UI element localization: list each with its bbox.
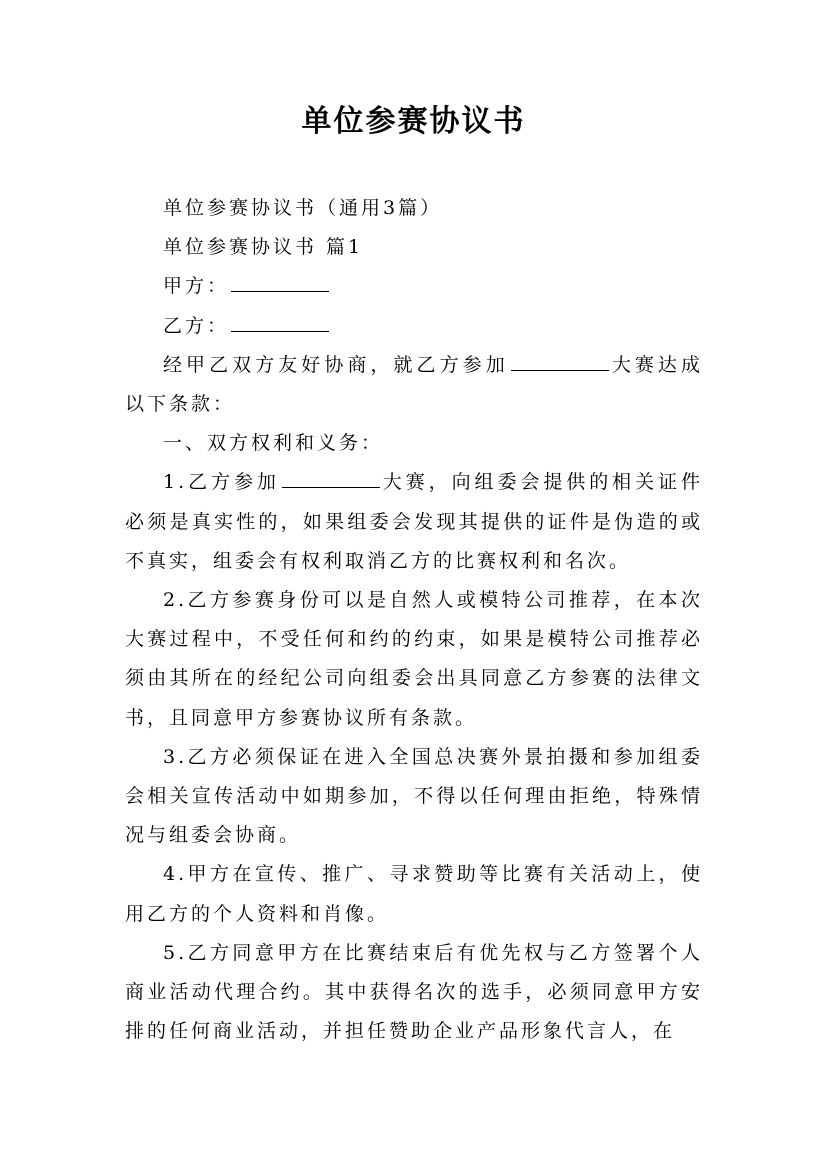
document-body	[125, 189, 703, 1051]
clause-4: 4.甲方在宣传、推广、寻求赞助等比赛有关活动上，使用乙方的个人资料和肖像。	[125, 863, 703, 925]
rights-heading: 一、双方权利和义务：	[163, 432, 384, 455]
clause-2: 2.乙方参赛身份可以是自然人或模特公司推荐，在本次大赛过程中，不受任何和约的约束，如果是模特公司推荐必须由其所在的经纪公司向组委会出具同意乙方参赛的法律文书，且同意甲方参赛协议所有条款。	[125, 589, 703, 729]
party-b-label: 乙方：	[163, 314, 230, 337]
clause-1-start: 1.乙方参加	[163, 471, 280, 494]
section-heading: 单位参赛协议书 篇1	[163, 236, 364, 259]
party-a-label: 甲方：	[163, 275, 230, 298]
clause-5: 5.乙方同意甲方在比赛结束后有优先权与乙方签署个人商业活动代理合约。其中获得名次的选手，必须同意甲方安排的任何商业活动，并担任赞助企业产品形象代言人，在	[125, 941, 703, 1043]
intro-text-start: 经甲乙双方友好协商，就乙方参加	[163, 353, 509, 376]
document-title: 单位参赛协议书	[301, 104, 526, 139]
clause-1	[125, 463, 703, 581]
clause-1-blank	[282, 469, 380, 488]
party-b-line	[125, 307, 703, 346]
clause-3: 3.乙方必须保证在进入全国总决赛外景拍摄和参加组委会相关宣传活动中如期参加，不得以任何理由拒绝，特殊情况与组委会协商。	[125, 745, 703, 847]
intro-paragraph	[125, 346, 703, 424]
party-a-line	[125, 267, 703, 306]
contest-name-blank	[511, 352, 609, 371]
party-b-blank	[231, 313, 329, 332]
document-subtitle: 单位参赛协议书（通用3篇）	[163, 197, 443, 219]
intro-text-end: 大赛达成以下条款：	[125, 353, 703, 416]
clause-1-end: 大赛，向组委会提供的相关证件必须是真实性的，如果组委会发现其提供的证件是伪造的或不真实，组委会有权利取消乙方的比赛权利和名次。	[125, 471, 703, 572]
party-a-blank	[231, 273, 329, 292]
